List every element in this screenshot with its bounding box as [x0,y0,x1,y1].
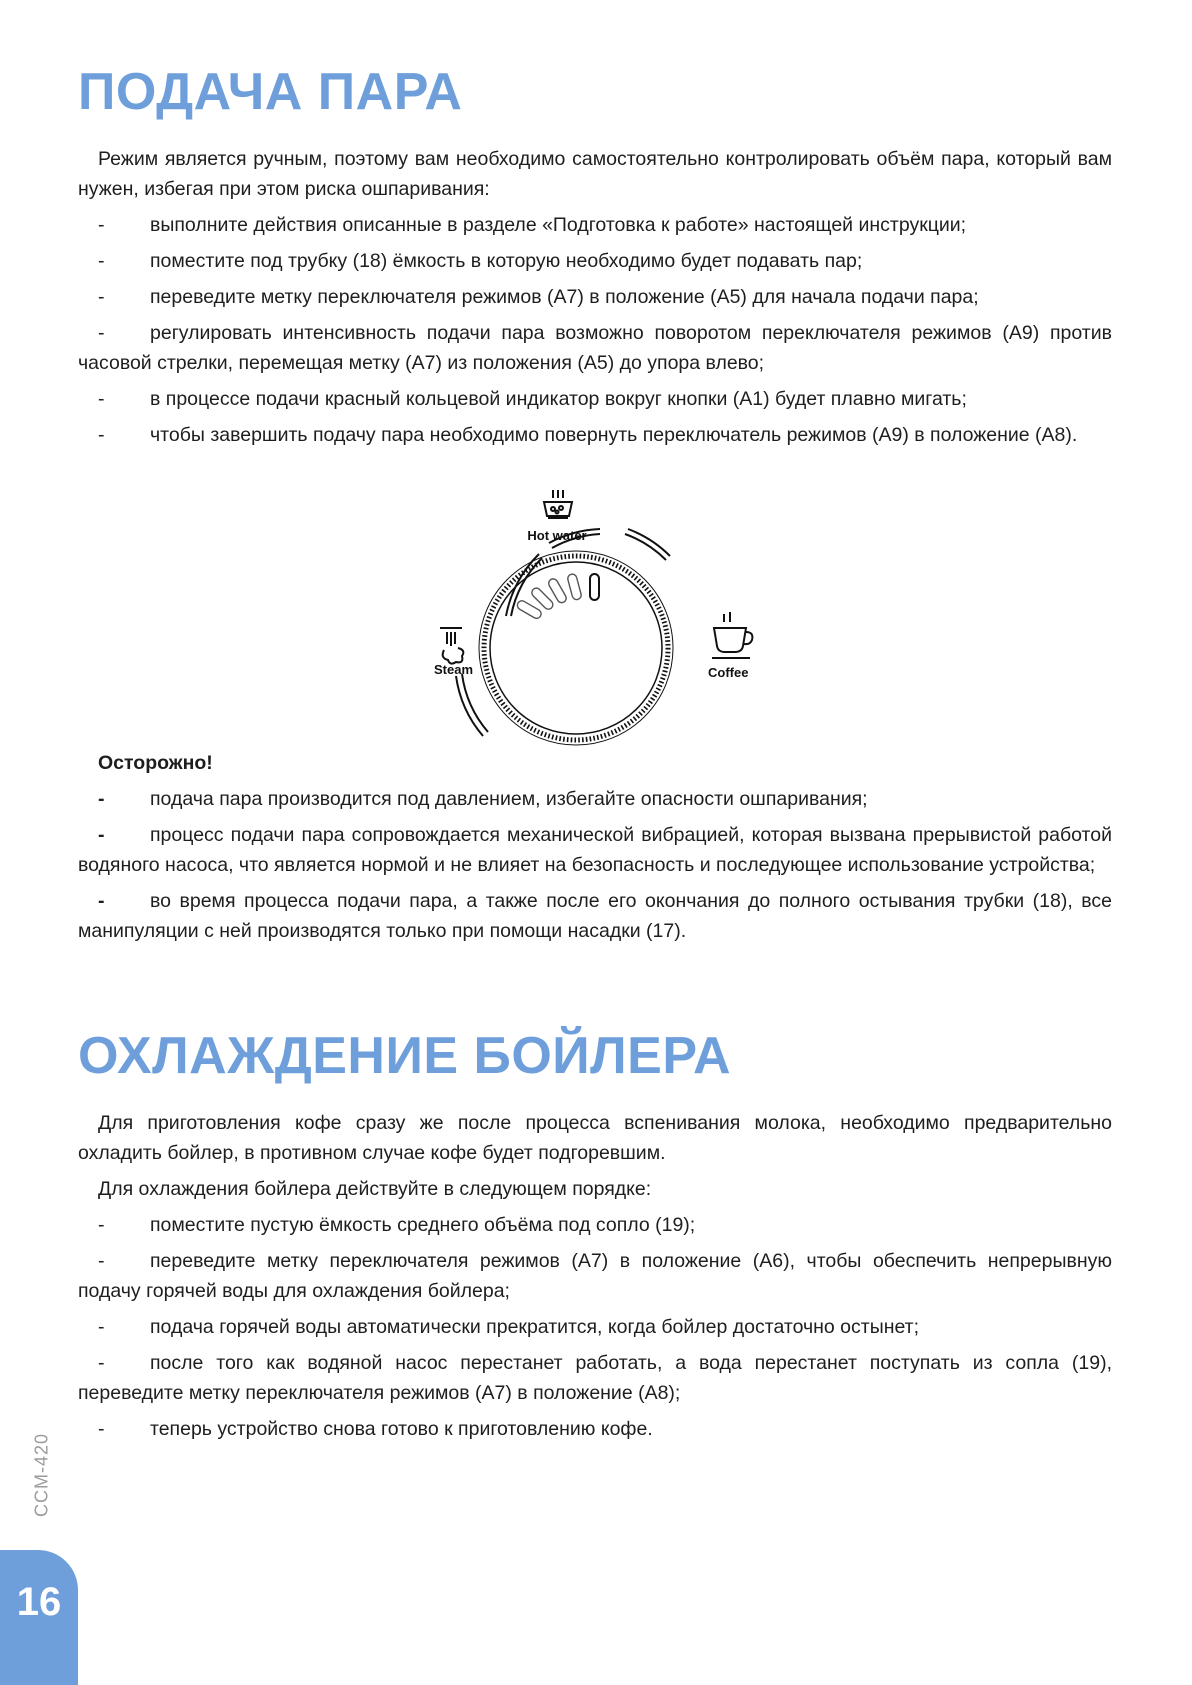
dial-label-coffee: Coffee [708,665,749,680]
boiler-paragraph: Для охлаждения бойлера действуйте в следующем порядке: [98,1178,652,1200]
caution-section [78,748,1112,952]
list-item: - переведите метку переключателя режимов (А7) в положение (А6), чтобы обеспечить непрерывную подачу горячей воды для охлаждения бойлера; [78,1250,1112,1302]
steam-section-title: ПОДАЧА ПАРА [78,63,463,121]
list-item: - подача пара производится под давлением, избегайте опасности ошпаривания; [98,788,868,810]
steam-icon [440,628,463,664]
caution-title: Осторожно! [98,752,213,774]
list-item: - выполните действия описанные в разделе «Подготовка к работе» настоящей инструкции; [98,214,967,236]
boiler-section-body [78,1108,1112,1450]
list-item: - в процессе подачи красный кольцевой индикатор вокруг кнопки (А1) будет плавно мигать; [98,388,967,410]
model-label: CCM-420 [31,1432,52,1518]
page-number: 16 [16,1580,62,1624]
boiler-section-title: ОХЛАЖДЕНИЕ БОЙЛЕРА [78,1027,732,1085]
steam-intro: Режим является ручным, поэтому вам необходимо самостоятельно контролировать объём пара, который вам нужен, избегая при этом риска ошпаривания: [78,148,1112,200]
dial-label-steam: Steam [434,662,474,677]
dial-label-hot-water: Hot water [527,528,587,543]
list-item: - переведите метку переключателя режимов (А7) в положение (А5) для начала подачи пара; [98,286,979,308]
steam-section-body [78,144,1112,456]
dial-pointer [590,574,599,600]
list-item: - процесс подачи пара сопровождается механической вибрацией, которая вызвана прерывистой работой водяного насоса, что является нормой и не влияет на безопасность и последующее использование устройства; [78,824,1112,876]
list-item: - поместите под трубку (18) ёмкость в которую необходимо будет подавать пар; [98,250,863,272]
boiler-paragraph: Для приготовления кофе сразу же после процесса вспенивания молока, необходимо предварительно охладить бойлер, в противном случае кофе будет подгоревшим. [78,1112,1112,1164]
coffee-cup-icon [712,612,752,658]
list-item: - регулировать интенсивность подачи пара возможно поворотом переключателя режимов (А9) против часовой стрелки, перемещая метку (А7) из положения (А5) до упора влево; [78,322,1112,374]
list-item: - подача горячей воды автоматически прекратится, когда бойлер достаточно остынет; [98,1316,920,1338]
list-item: - теперь устройство снова готово к приготовлению кофе. [98,1418,653,1440]
mode-selector-dial [434,486,760,741]
list-item: - во время процесса подачи пара, а также после его окончания до полного остывания трубки (18), все манипуляции с ней производятся только при помощи насадки (17). [78,890,1112,942]
hot-water-icon [544,490,572,518]
list-item: - после того как водяной насос перестанет работать, а вода перестанет поступать из сопла (19), переведите метку переключателя режимов (А7) в положение (А8); [78,1352,1112,1404]
page-number-tab [0,1550,78,1685]
list-item: - чтобы завершить подачу пара необходимо повернуть переключатель режимов (А9) в положение (А8). [98,424,1078,446]
list-item: - поместите пустую ёмкость среднего объёма под сопло (19); [98,1214,696,1236]
